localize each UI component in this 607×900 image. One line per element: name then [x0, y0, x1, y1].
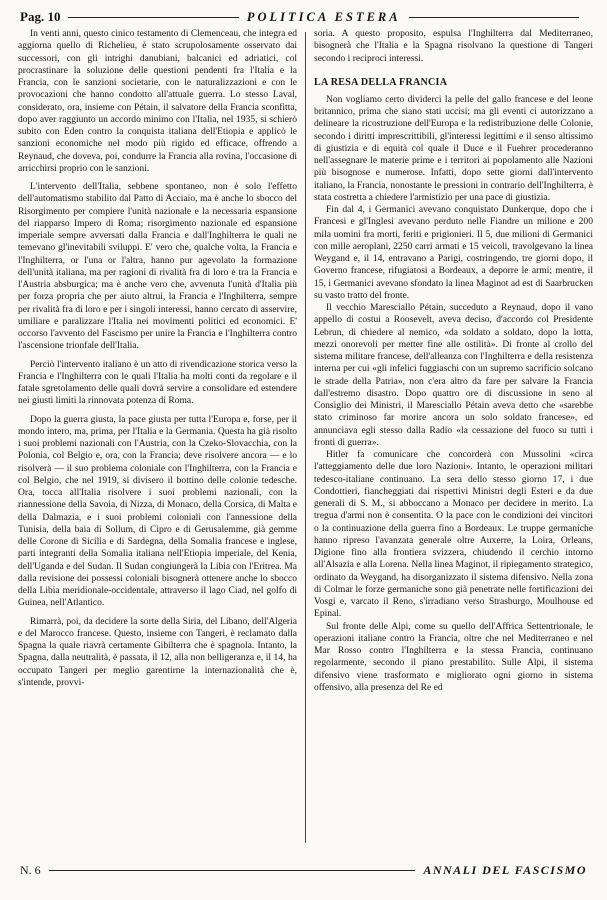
right-intro-paragraph: soria. A questo proposito, espulsa l'Inghilterra dal Mediterraneo, bisognerà che l'Italia e la Spagna risolvano la questione di Tangeri secondo i reciproci interessi.: [313, 28, 593, 64]
left-paragraph: Rimarrà, poi, da decidere la sorte della Siria, del Libano, dell'Algeria e del Marocco francese. Questo, insieme con Tangeri, è reclamato dalla Spagna la quale riavrà certamente Gibilterra che è spagnola. Intanto, la Spagna, dalla neutralità, è passata, il 12, alla non belligeranza e, il 14, ha occupato Tangeri per meglio garentirne la internazionalità che è, s'intende, provvi-: [18, 615, 297, 688]
section-heading: LA RESA DELLA FRANCIA: [313, 76, 448, 88]
left-column: [18, 28, 297, 843]
header-rule-right: [409, 17, 579, 18]
left-paragraph: L'intervento dell'Italia, sebbene spontaneo, non è solo l'effetto dell'automatismo stabilito dal Patto di Acciaio, ma è anche lo sbocco del Risorgimento per compiere l'unità nazionale e la necessaria espansione del riapparso Impero di Roma; risorgimento nazionale ed espansione imperiale sempre avversati dalla Francia e dall'Inghilterra le quali ne temevano gl'inevitabili sviluppi. E' vero che, qualche volta, la Francia e l'Inghilterra, or l'una or l'altra, hanno pur agevolato la formazione dell'unità italiana, ma per ragioni di rivalità fra di loro e tra la Francia e l'Austria absburgica; ma è anche vero che, avvenuta l'unità d'Italia più per forza propria che per aiuto altrui, la Francia e l'Inghilterra, sempre per rivalità fra di loro e per i singoli interessi, hanno cercato di asservire, umiliare e paralizzare l'Italia nei movimenti politici ed economici. E' occorso l'avvento del Fascismo per unire la Francia e l'Inghilterra contro l'ascensione trionfale dell'Italia.: [18, 181, 297, 352]
article-body: [18, 28, 593, 843]
journal-name: ANNALI DEL FASCISMO: [423, 862, 587, 877]
column-divider: [305, 32, 306, 843]
right-paragraph: Hitler fa comunicare che concorderà con Mussolini «circa l'atteggiamento delle due loro Nazioni». Intanto, le operazioni militari tedesco-italiane continuano. La sera dello stesso giorno 17, i due Condottieri, fiancheggiati dai rispettivi Ministri degli Esteri e da due generali di S. M., si abboccano a Monaco per decidere in merito. La tregua d'armi non è consentita. O la pace con le condizioni dei vincitori o la continuazione della guerra fino a Bordeaux. Le truppe germaniche hanno ripreso l'avanzata generale oltre Auxerre, la Loira, Orleans, Digione fino alla frontiera svizzera, chiudendo il cerchio intorno all'Alsazia e alla Lorena. Nella linea Maginot, il ripiegamento strategico, ordinato da Weygand, ha disorganizzato il sistema difensivo. Nella zona di Colmar le forze germaniche sono già penetrate nelle fortificazioni dei Vosgi e, varcato il Reno, s'irradiano verso Strasburgo, Moulhouse ed Epinal.: [313, 449, 593, 620]
page-header: [20, 8, 587, 26]
page-footer: [20, 861, 587, 879]
right-paragraph: Non vogliamo certo dividerci la pelle del gallo francese e del leone britannico, prima che siano stati uccisi; ma gli eventi ci autorizzano a delineare la ricostruzione dell'Europa e la redistribuzione delle Colonie, secondo i diritti imprescrittibili, gl'interessi legittimi e il senso altissimo di giustizia e di equità col quale il Duce e il Fuehrer procederanno nell'assegnare le materie prime e i territori ai popolamento alle Nazioni più bisognose e numerose. Infatti, dopo sette giorni dall'intervento italiano, la Francia, nonostante le pressioni in contrario dell'Inghilterra, è stata costretta a chiedere l'armistizio per una pace di giustizia.: [313, 93, 593, 203]
left-paragraph: Dopo la guerra giusta, la pace giusta per tutta l'Europa e, forse, per il mondo intero, ma, prima, per l'Italia e la Germania. Questa ha già risolto i suoi problemi nazionali con l'Austria, con la Czeko-Slovacchia, con la Polonia, col Belgio e, ora, con la Francia; deve risolvere ancora — e lo risolverà — il suo problema coloniale con l'Inghilterra, con la Francia e col Belgio, che nel 1919, si divisero il bottino delle colonie tedesche. Ora, tocca all'Italia risolvere i suoi problemi nazionali, con la riannessione della Savoia, di Nizza, di Monaco, della Corsica, di Malta e della Dalmazia, e i suoi problemi coloniali con l'annessione della Tunisia, della baia di Sollum, di Cipro e di Gerusalemme, già gemme delle Corone di Sicilia e di Sardegna, della Somalia francese e inglese, parti integranti della Somalia italiana nell'Etiopia imperiale, del Kenia, dell'Uganda e del Sudan. Il Sudan congiungerà la Libia con l'Eritrea. Ma dalla revisione dei possessi coloniali bisognerà ottenere anche lo sbocco della Libia meridionale-occidentale, attraverso il lago Ciad, nel golfo di Guinea, nell'Atlantico.: [18, 413, 297, 609]
right-column: [314, 28, 593, 843]
page-number: Pag. 10: [20, 9, 61, 24]
issue-number: N. 6: [20, 862, 41, 877]
header-rule: [68, 17, 238, 18]
left-paragraph: Perciò l'intervento italiano è un atto di rivendicazione storica verso la Francia e l'Inghilterra con le quali l'Italia ha molti conti da regolare e il fatale sgretolamento delle quali dovrà servire a consolidare ed estendere nei giusti limiti la rinnovata potenza di Roma.: [18, 358, 297, 407]
right-paragraph: Fin dal 4, i Germanici avevano conquistato Dunkerque, dopo che i Francesi e gl'Inglesi avevano perduto nelle Fiandre un milione e 200 mila uomini fra morti, feriti e prigionieri. Il 5, due milioni di Germanici con mille aeroplani, 2250 carri armati e 15 veicoli, travolgevano la linea Weygand e, il 14, entravano a Parigi, costringendo, tre giorni dopo, il Governo francese, rifugiatosi a Bordeaux, a deporre le armi; mentre, il 15, i Germanici avevano sfondato la linea Maginot ad est di Saarbrucken su vasto tratto del fronte.: [313, 204, 593, 301]
right-paragraph: Il vecchio Maresciallo Pétain, succeduto a Reynaud, dopo il vano appello di costui a Roosevelt, aveva deciso, d'accordo col Presidente Lebrun, di chiedere al nemico, «da soldato a soldato, dopo la lotta, mezzi onorevoli per metter fine alle ostilità». Di fronte al crollo del sistema militare francese, dell'alleanza con l'Inghilterra e della resistenza interna per cui «gli infelici fuggiaschi con un supremo sacrificio solcano le strade della Patria», non c'era altro da fare per salvare la Francia dall'estremo disastro. Dopo quattro ore di discussione in seno al Consiglio dei Ministri, il Maresciallo Pétain aveva detto che «sarebbe stato criminoso far morire ancora un solo soldato francese», ed annunciava egli stesso dalla Radio «la cessazione del fuoco su tutti i fronti di guerra».: [313, 302, 593, 448]
left-paragraph: In venti anni, questo cinico testamento di Clemenceau, che integra ed aggiorna quello di Richelieu, è stato scrupolosamente osservato dai successori, con gli intrighi danubiani, balcanici ed adriatici, col procrastinare la soluzione delle questioni pendenti fra l'Italia e la Francia, con le sanzioni societarie, con le naturalizzazioni e con le provocazioni che hanno condotto all'attuale guerra. Lo stesso Laval, considerato, ora, insieme con Pétain, il salvatore della Francia sconfitta, dopo aver raggiunto un accordo minimo con l'Italia, nel 1935, si schierò subito con Eden contro la conquista italiana dell'Etiopia e applicò le sanzioni economiche nel modo più rigido ed efficace, offrendo a Reynaud, che doveva, poi, condurre la Francia alla rovina, l'occasione di arricchirsi proprio con le sanzioni.: [18, 28, 297, 174]
running-title: POLITICA ESTERA: [246, 9, 401, 24]
right-paragraph: Sul fronte delle Alpi, come su quello dell'Affrica Settentrionale, le operazioni italiane contro la Francia, oltre che nel Mediterraneo e nel Mar Rosso contro l'Inghilterra e la stessa Francia, continuano regolarmente, secondo il piano prestabilito. Sulle Alpi, il sistema difensivo viene trasformato e migliorato ogni giorno in sistema offensivo, alla presenza del Re ed: [313, 620, 593, 693]
footer-rule: [49, 870, 416, 871]
